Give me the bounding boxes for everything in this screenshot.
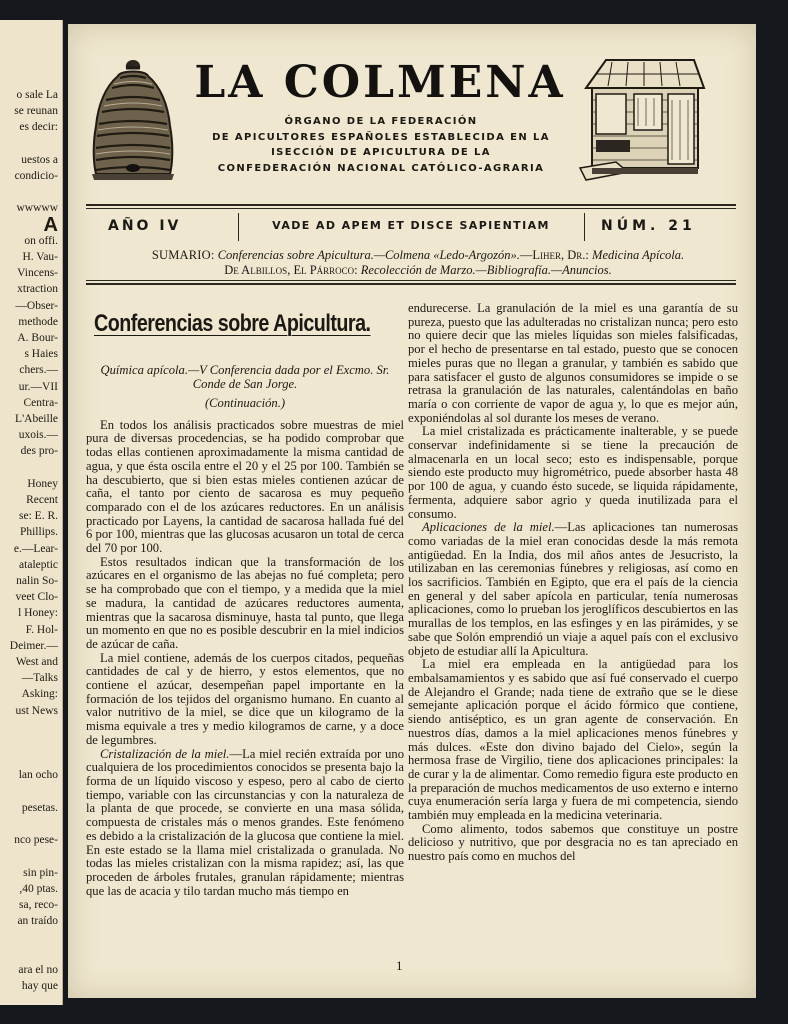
issue-year: AÑO IV — [108, 218, 182, 234]
paragraph-text: —Las aplicaciones tan numerosas como variadas de la miel eran conocidas desde la más remota antigüedad. En la India, dos mil años antes de Jesucristo, la utilizaban en las ceremonias fúnebres y religiosas, así como en los sacrificios. También en Egipto, que era el país de la ciencia en general y del saber apícola en particular, tenía numerosas aplicaciones, como lo prueban los jeroglíficos descubiertos en las murallas de los templos, en las esfinges y en las pirámides, y se sabe que Solón emprendió un viaje a aquel país con el exclusivo objeto de estudiar allí la Apicultura. — [408, 520, 738, 658]
masthead-subtitle-line: DE APICULTORES ESPAÑOLES ESTABLECIDA EN LA — [212, 131, 550, 143]
previous-page-line: hay que — [21, 980, 58, 992]
continuation-note: (Continuación.) — [204, 396, 286, 410]
previous-page-line: veet Clo- — [15, 591, 58, 604]
article-subhead: Química apícola.—V Conferencia dada por el Excmo. Sr. Conde de San Jorge. — [100, 363, 390, 391]
previous-page-line: ataleptic — [19, 558, 58, 571]
previous-page-line: ur.—VII — [18, 380, 58, 393]
summary-label: SUMARIO: — [151, 248, 215, 262]
paragraph — [86, 748, 404, 899]
previous-page-line: —Talks — [21, 672, 58, 685]
issue-motto: VADE AD APEM ET DISCE SAPIENTIAM — [272, 219, 550, 232]
previous-page-line: nco pese- — [14, 834, 58, 847]
previous-page-line: condicio- — [14, 170, 58, 182]
previous-page-line: H. Vau- — [22, 251, 58, 263]
previous-page-line: F. Hol- — [25, 623, 58, 636]
infobar-divider — [238, 213, 239, 241]
previous-page-line: se reunan — [14, 105, 58, 118]
summary-item: Recolección de Marzo.—Bibliografía.—Anuncios. — [360, 263, 612, 277]
previous-page-line: se: E. R. — [19, 510, 58, 523]
infobar-divider — [584, 213, 585, 241]
previous-page-line: L'Abeille — [15, 413, 58, 425]
previous-page-line: o sale La — [16, 89, 58, 101]
previous-page-line: uxois.— — [18, 429, 58, 442]
paragraph-text: —La miel recién extraída por uno cualquiera de los procedimientos conocidos se presenta bajo la forma de un líquido viscoso y espeso, pero al cabo de cierto tiempo, variable con las circunstancias y con la naturaleza de la planta de que procede, se convierte en una masa sólida, compuesta de cristales más o menos grandes. Este fenómeno es debido a la cristalización de la glucosa que contiene la miel. En este estado se la llama miel cristalizada o granulada. No todas las mieles cristalizan con la misma rapidez; así, las que proceden de árboles frutales, granulan rápidamente; mientras que las de acacia y tilo tardan mucho más tiempo en — [86, 746, 404, 898]
previous-page-line: pesetas. — [21, 801, 58, 814]
summary-author: De Albillos, El Párroco: — [224, 263, 358, 277]
previous-page-line: Asking: — [21, 688, 58, 701]
newspaper-page — [68, 24, 756, 998]
previous-page-fragment — [0, 20, 63, 1005]
previous-page-line: Honey — [27, 477, 58, 490]
previous-page-line: es decir: — [19, 121, 58, 134]
previous-page-line: sa, reco- — [19, 899, 58, 911]
beehive-skep-icon — [90, 56, 176, 184]
previous-page-line: e.—Lear- — [13, 542, 58, 555]
page-number: 1 — [396, 958, 403, 973]
paragraph: La miel cristalizada es prácticamente inalterable, y se puede conservar indefinidamente si se tiene la precaución de almacenarla en un local seco; esto es indispensable, porque siendo este producto muy higrométrico, puede absorber hasta 48 por 100 de agua, y cuando ésto sucede, se liquida rápidamente, fermenta, adquiere sabor agrio y queda inutilizada para el consumo. — [408, 424, 738, 521]
previous-page-line: chers.— — [19, 364, 58, 377]
previous-page-line: ust News — [15, 704, 58, 717]
paragraph: En todos los análisis practicados sobre muestras de miel pura de diversas procedencias, se ha podido comprobar que todas ellas contienen aproximadamente la misma cantidad de agua, y que ésta oscila entre el 20 y el 25 por 100. También se ha descubierto, que si bien estas mieles contienen azúcar de caña, el tanto por ciento de sacarosa es muy pequeño comparado con el de los azúcares reductores. En un análisis practicado por Layens, la cantidad de sacarosa hallada fué del 6 por 100, mientras que las glucosas acusaron un total de cerca del 70 por 100. — [86, 417, 404, 556]
previous-page-line: s Haies — [24, 348, 58, 361]
paragraph: Estos resultados indican que la transformación de los azúcares en el organismo de las abejas no fué completa; pero se ha comprobado que con el tiempo, y a medida que la miel se madura, la cantidad de azúcares reductores aumenta, mientras que la sacarosa disminuye, hasta tal punto, que llega un momento en que no es posible descubrir en la miel indicios de azúcar de caña. — [86, 554, 404, 651]
previous-page-line: A. Bour- — [17, 332, 58, 344]
masthead-subtitle — [186, 114, 576, 176]
summary — [118, 248, 718, 278]
summary-rule — [86, 280, 736, 281]
previous-page-line: Centra- — [23, 396, 58, 409]
summary-author: —Liher, Dr.: — [519, 248, 589, 262]
summary-item: Conferencias sobre Apicultura.—Colmena «Ledo-Argozón». — [217, 248, 520, 262]
previous-page-line: wwwww — [16, 202, 58, 215]
previous-page-line: des pro- — [20, 445, 58, 458]
paragraph: La miel era empleada en la antigüedad para los embalsamamientos y es sabido que así fué conservado el cuerpo de Alejandro el Grande; nada tiene de extraño que se le diese semejante aplicación porque el ácido fórmico que contiene, siendo antiséptico, es un gran agente de conservación. En nuestros días, damos a la miel aplicaciones menos fúnebres y más dulces. «Este don divino bajado del Cielo», según la hermosa frase de Virgilio, tiene dos aplicaciones principales: la de curar y la de alimentar. Como remedio figura este producto en la preparación de muchos medicamentos de uso externo e interno cuya enumeración sería larga y fuera de mi competencia, siendo también muy empleada en la medicina veterinaria. — [408, 657, 738, 823]
paragraph: Como alimento, todos sabemos que constituye un postre delicioso y nutritivo, que por desgracia no es tan apreciado en nuestro país como en muchos del — [408, 821, 738, 864]
article-title: Conferencias sobre Apicultura. — [94, 310, 371, 337]
previous-page-line: uestos a — [21, 153, 58, 166]
previous-page-line: sin pin- — [23, 866, 58, 879]
previous-page-line: ,40 ptas. — [19, 882, 58, 895]
previous-page-line: Deimer.— — [9, 639, 58, 652]
summary-item: Medicina Apícola. — [592, 248, 685, 262]
paragraph — [408, 521, 738, 658]
previous-page-line: Phillips. — [19, 526, 58, 539]
previous-page-line: Vincens- — [17, 267, 58, 280]
paragraph: La miel contiene, además de los cuerpos citados, pequeñas cantidades de cal y de hierro, y estos elementos, que no contiene el azúcar, desempeñan papel importante en la formación de los tejidos del organismo humano. En cuanto al valor nutritivo de la miel, se dice que un kilogramo de la misma equivale a tres y medio kilogramos de carne, y a doce de legumbres. — [86, 650, 404, 747]
masthead-rule-top-thin — [86, 208, 736, 209]
issue-info-bar — [86, 211, 736, 243]
previous-page-line: A — [43, 213, 58, 236]
issue-number: NÚM. 21 — [601, 218, 696, 234]
previous-page-line: nalin So- — [16, 575, 58, 587]
beehouse-icon — [576, 54, 706, 182]
previous-page-line: an traído — [17, 915, 58, 928]
previous-page-line: Recent — [26, 494, 58, 506]
previous-page-line: lan ocho — [18, 769, 58, 782]
previous-page-line: West and — [15, 656, 58, 668]
previous-page-line: —Obser- — [15, 299, 58, 312]
masthead-subtitle-line: ISECCIÓN DE APICULTURA DE LA — [271, 147, 491, 158]
article-column-right — [408, 302, 738, 864]
section-heading: Cristalización de la miel. — [100, 746, 230, 761]
previous-page-line: l Honey: — [18, 607, 58, 620]
article-column-left — [86, 309, 404, 898]
previous-page-line: on offi. — [24, 234, 58, 247]
masthead-subtitle-line: ÓRGANO DE LA FEDERACIÓN — [284, 116, 478, 127]
masthead-title: LA COLMENA — [194, 57, 566, 108]
summary-rule-thick — [86, 283, 736, 285]
previous-page-line: xtraction — [17, 283, 58, 296]
paragraph: endurecerse. La granulación de la miel es una garantía de su pureza, puesto que las adulteradas no cristalizan nunca; pero esto no quiere decir que las mieles líquidas son mieles falsificadas, por el hecho de presentarse en tal estado, puesto que se conocen mieles puras que no llegan a granular, y también es sabido que para satisfacer el gusto de algunos consumidores se impide o se retrasa la granulación de las naturales, calentándolas en baño maría o con corriente de vapor de agua y, lo que es mejor aún, exponiéndolas al sol durante los meses de verano. — [408, 301, 738, 425]
masthead-rule-top — [86, 204, 736, 206]
masthead-subtitle-line: CONFEDERACIÓN NACIONAL CATÓLICO-AGRARIA — [217, 162, 545, 174]
previous-page-line: ara el no — [18, 963, 58, 976]
previous-page-line: methode — [18, 315, 58, 328]
section-heading: Aplicaciones de la miel. — [422, 520, 555, 535]
